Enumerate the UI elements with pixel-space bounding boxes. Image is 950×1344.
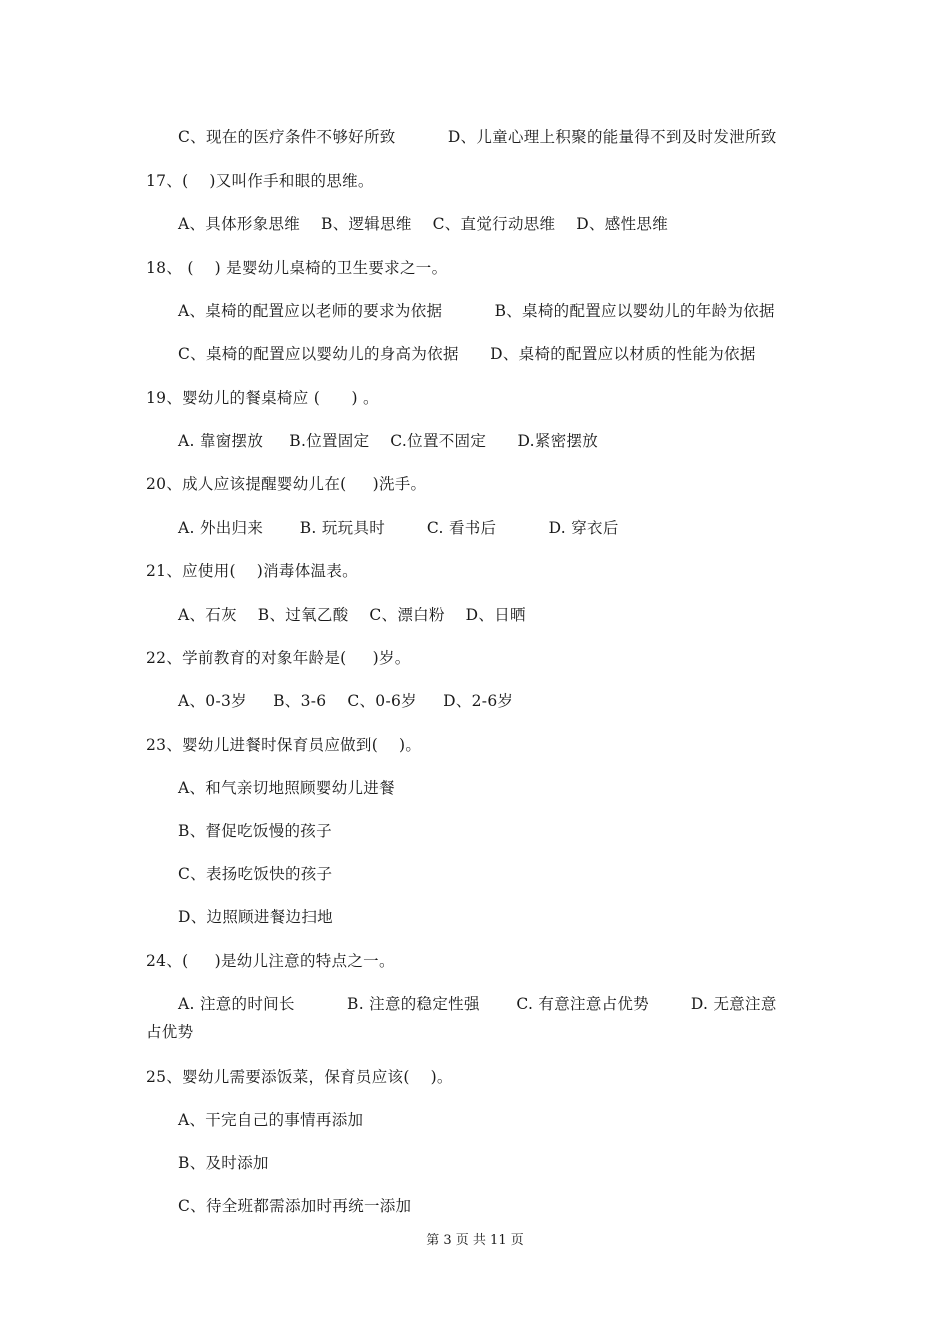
option-25-c: C、待全班都需添加时再统一添加 <box>178 1197 412 1215</box>
options-24: A. 注意的时间长 B. 注意的稳定性强 C. 有意注意占优势 D. 无意注意 <box>178 995 777 1013</box>
options-21: A、石灰 B、过氧乙酸 C、漂白粉 D、日晒 <box>178 606 526 624</box>
option-23-d: D、边照顾进餐边扫地 <box>178 908 333 926</box>
question-23: 23、婴幼儿进餐时保育员应做到( )。 <box>146 736 422 754</box>
question-21: 21、应使用( )消毒体温表。 <box>146 562 358 580</box>
page-footer: 第 3 页 共 11 页 <box>426 1233 524 1248</box>
option-25-a: A、干完自己的事情再添加 <box>178 1111 364 1129</box>
options-18-cd: C、桌椅的配置应以婴幼儿的身高为依据 D、桌椅的配置应以材质的性能为依据 <box>178 345 756 363</box>
question-24: 24、( )是幼儿注意的特点之一。 <box>146 952 395 970</box>
question-25: 25、婴幼儿需要添饭菜，保育员应该( )。 <box>146 1068 453 1086</box>
option-line-16-cd: C、现在的医疗条件不够好所致 D、儿童心理上积聚的能量得不到及时发泄所致 <box>178 128 777 146</box>
option-23-a: A、和气亲切地照顾婴幼儿进餐 <box>178 779 395 797</box>
question-19: 19、婴幼儿的餐桌椅应 ( ) 。 <box>146 389 379 407</box>
options-17: A、具体形象思维 B、逻辑思维 C、直觉行动思维 D、感性思维 <box>178 215 668 233</box>
question-17: 17、( )又叫作手和眼的思维。 <box>146 172 374 190</box>
option-23-b: B、督促吃饭慢的孩子 <box>178 822 332 840</box>
options-24-wrap: 占优势 <box>146 1023 194 1041</box>
question-22: 22、学前教育的对象年龄是( )岁。 <box>146 649 411 667</box>
options-19: A. 靠窗摆放 B.位置固定 C.位置不固定 D.紧密摆放 <box>178 432 599 450</box>
options-22: A、0-3岁 B、3-6 C、0-6岁 D、2-6岁 <box>178 692 514 710</box>
question-20: 20、成人应该提醒婴幼儿在( )洗手。 <box>146 475 427 493</box>
option-23-c: C、表扬吃饭快的孩子 <box>178 865 333 883</box>
options-18-ab: A、桌椅的配置应以老师的要求为依据 B、桌椅的配置应以婴幼儿的年龄为依据 <box>178 302 775 320</box>
question-18: 18、 ( ) 是婴幼儿桌椅的卫生要求之一。 <box>146 259 448 277</box>
option-25-b: B、及时添加 <box>178 1154 269 1172</box>
options-20: A. 外出归来 B. 玩玩具时 C. 看书后 D. 穿衣后 <box>178 519 619 537</box>
